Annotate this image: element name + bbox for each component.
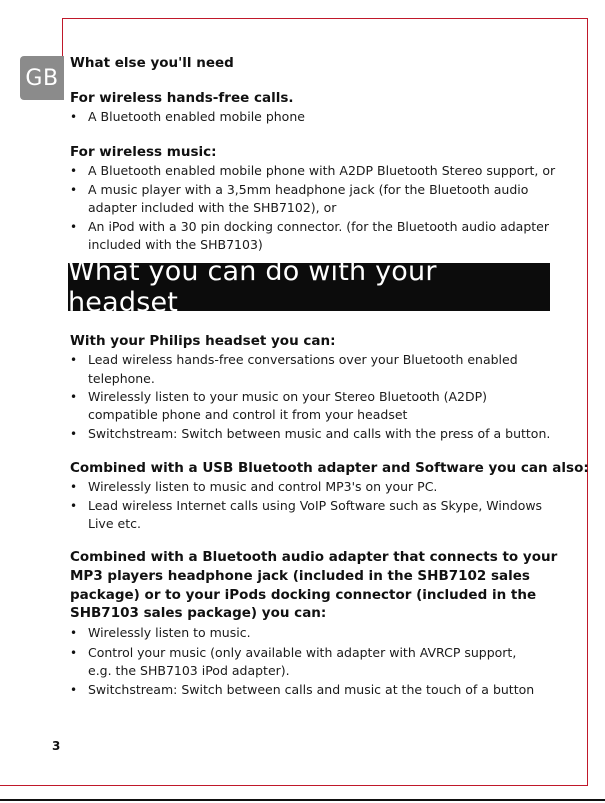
audio-adapter-heading-line: SHB7103 sales package) you can: — [70, 605, 327, 621]
bullet: • — [70, 499, 78, 513]
bullet: • — [70, 183, 78, 197]
usb-adapter-heading: Combined with a USB Bluetooth adapter and Software you can also: — [70, 460, 589, 476]
list-item-continued: telephone. — [88, 371, 155, 386]
page-frame-left — [62, 18, 63, 56]
music-heading: For wireless music: — [70, 144, 217, 160]
calls-heading: For wireless hands-free calls. — [70, 90, 294, 106]
audio-adapter-heading-line: package) or to your iPods docking connector (included in the — [70, 587, 537, 603]
page-number: 3 — [52, 739, 61, 753]
page-bottom-edge — [0, 799, 605, 801]
bullet: • — [70, 110, 78, 124]
list-item-continued: Live etc. — [88, 516, 141, 531]
list-item: A Bluetooth enabled mobile phone — [88, 109, 305, 124]
bullet: • — [70, 220, 78, 234]
list-item: Wirelessly listen to music and control MP3's on your PC. — [88, 479, 438, 494]
list-item-continued: compatible phone and control it from your headset — [88, 407, 408, 422]
list-item-continued: e.g. the SHB7103 iPod adapter). — [88, 663, 290, 678]
bullet: • — [70, 480, 78, 494]
bullet: • — [70, 390, 78, 404]
list-item: Lead wireless hands-free conversations over your Bluetooth enabled — [88, 352, 518, 367]
list-item: A Bluetooth enabled mobile phone with A2DP Bluetooth Stereo support, or — [88, 163, 556, 178]
list-item: Wirelessly listen to your music on your Stereo Bluetooth (A2DP) — [88, 389, 488, 404]
bullet: • — [70, 164, 78, 178]
page-frame-right — [587, 18, 588, 785]
section-title: What else you'll need — [70, 55, 234, 71]
list-item: Switchstream: Switch between calls and music at the touch of a button — [88, 682, 535, 697]
bullet: • — [70, 683, 78, 697]
headset-features-heading: With your Philips headset you can: — [70, 333, 336, 349]
list-item: Wirelessly listen to music. — [88, 625, 251, 640]
language-tab: GB — [20, 56, 64, 100]
list-item-continued: adapter included with the SHB7102), or — [88, 200, 337, 215]
bullet: • — [70, 427, 78, 441]
list-item: An iPod with a 30 pin docking connector. (for the Bluetooth audio adapter — [88, 219, 549, 234]
page-frame-bottom — [0, 785, 588, 786]
list-item-continued: included with the SHB7103) — [88, 237, 263, 252]
audio-adapter-heading-line: Combined with a Bluetooth audio adapter that connects to your — [70, 549, 558, 565]
page-frame-top — [62, 18, 588, 19]
section-banner: What you can do with your headset — [68, 263, 550, 311]
bullet: • — [70, 353, 78, 367]
list-item: Lead wireless Internet calls using VoIP Software such as Skype, Windows — [88, 498, 543, 513]
audio-adapter-heading-line: MP3 players headphone jack (included in the SHB7102 sales — [70, 568, 530, 584]
list-item: Control your music (only available with adapter with AVRCP support, — [88, 645, 517, 660]
list-item: A music player with a 3,5mm headphone jack (for the Bluetooth audio — [88, 182, 529, 197]
list-item: Switchstream: Switch between music and calls with the press of a button. — [88, 426, 551, 441]
bullet: • — [70, 646, 78, 660]
bullet: • — [70, 626, 78, 640]
